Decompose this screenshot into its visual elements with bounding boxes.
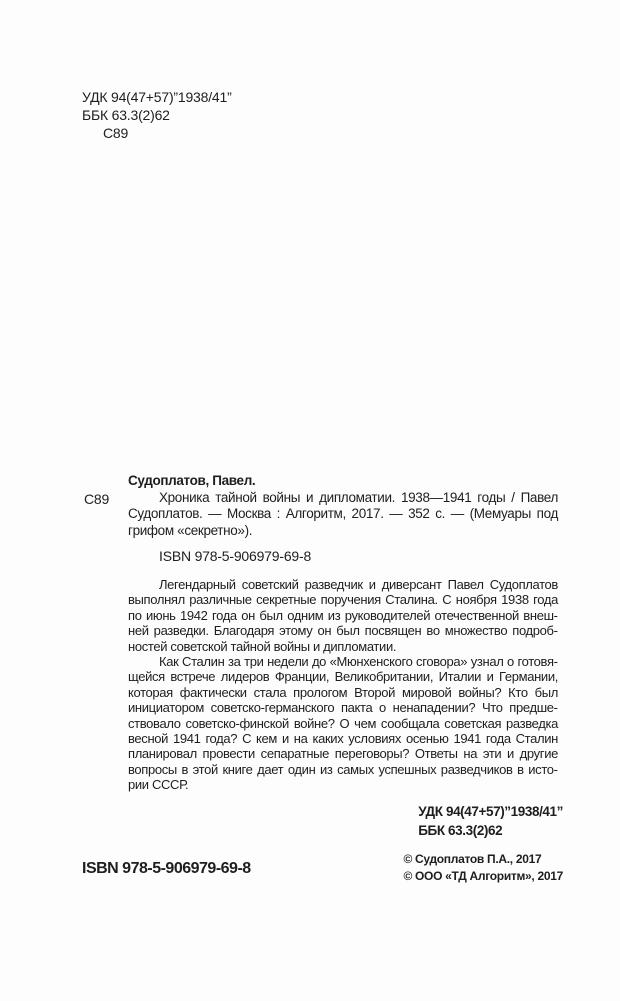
annotation-block (128, 577, 558, 793)
top-classification-block (82, 88, 232, 142)
bibliographic-entry (84, 473, 560, 565)
annotation-paragraph-2: Как Сталин за три недели до «Мюнхенского сговора» узнал о готовящейся встрече лидеров Франции, Великобритании, Италии и Германии, которая фактически стала прологом Второй мировой войны? Кто был инициатором советско-германского пакта о ненападении? Что предшествовало советско-финской войне? О чем сообщала советская разведка весной 1941 года? С кем и на каких условиях осенью 1941 года Сталин планировал провести сепаратные переговоры? Ответы на эти и другие вопросы в этой книге дает один из самых успешных разведчиков в истории СССР. (128, 654, 558, 793)
annotation-paragraph-1: Легендарный советский разведчик и диверсант Павел Судоплатов выполнял различные секретные поручения Сталина. С ноября 1938 года по июнь 1942 года он был одним из руководителей отечественной внешней разведки. Благодаря этому он был посвящен во множество подробностей советской тайной войны и дипломатии. (128, 577, 558, 654)
footer-isbn: ISBN 978-5-906979-69-8 (82, 860, 251, 877)
copyright-line-publisher: © ООО «ТД Алгоритм», 2017 (403, 868, 563, 883)
bottom-bbk-code: ББК 63.3(2)62 (418, 822, 503, 838)
copyright-line-author: © Судоплатов П.А., 2017 (403, 852, 542, 866)
author-heading: Судоплатов, Павел. (128, 473, 256, 488)
top-author-sign-code: С89 (103, 125, 129, 141)
biblio-isbn: ISBN 978-5-906979-69-8 (159, 548, 312, 565)
top-udk-code: УДК 94(47+57)”1938/41” (82, 89, 232, 105)
bottom-udk-code: УДК 94(47+57)”1938/41” (418, 804, 563, 819)
bibliographic-entry-text (128, 473, 558, 565)
bibliographic-description: Хроника тайной войны и дипломатии. 1938—1941 годы / Павел Судоплатов. — Москва : Алгоритм, 2017. — 352 с. — (Мемуары под грифом «секретно»). (128, 489, 558, 538)
top-bbk-code: ББК 63.3(2)62 (82, 107, 170, 123)
bottom-classification-block (418, 803, 563, 840)
copyright-block (403, 851, 563, 884)
margin-author-code: С89 (84, 491, 110, 507)
